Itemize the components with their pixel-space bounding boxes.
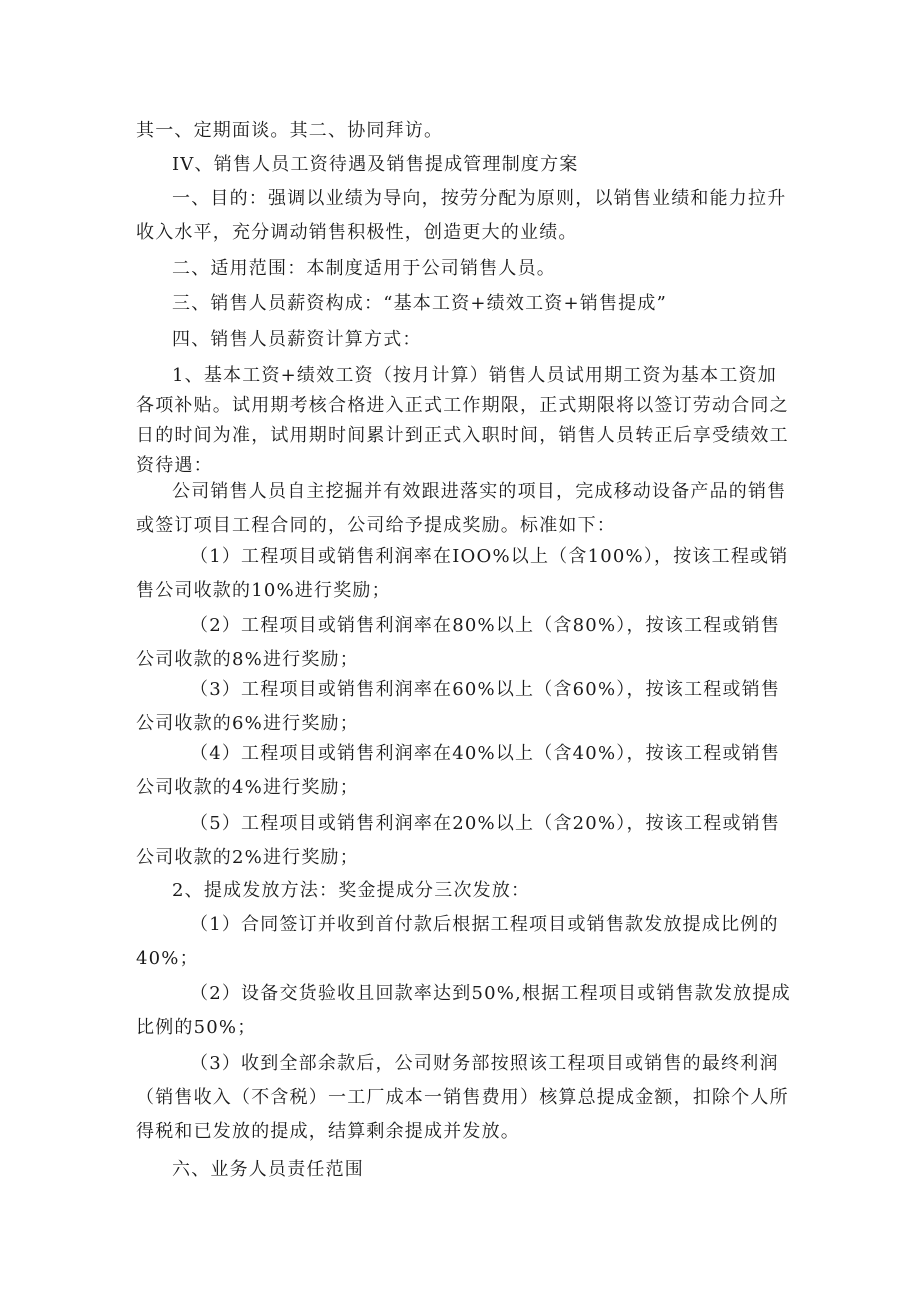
commission-rule-1: （1）工程项目或销售利润率在IOO%以上（含100%），按该工程或销售公司收款的10%进行奖励；	[136, 546, 789, 601]
paragraph-scope: 二、适用范围：本制度适用于公司销售人员。	[172, 258, 556, 279]
paragraph-commission-intro: 公司销售人员自主挖掘并有效跟进落实的项目，完成移动设备产品的销售或签订项目工程合同的，公司给予提成奖励。标准如下：	[136, 481, 787, 536]
paragraph-salary-calculation: 四、销售人员薪资计算方式：	[172, 329, 422, 350]
paragraph-base-salary: 1、基本工资+绩效工资（按月计算）销售人员试用期工资为基本工资加各项补贴。试用期考核合格进入正式工作期限，正式期限将以签订劳动合同之日的时间为准，试用期时间累计到正式入职时间，销售人员转正后享受绩效工资待遇：	[136, 365, 789, 476]
paragraph-regular-methods: 其一、定期面谈。其二、协同拜访。	[136, 120, 444, 141]
paragraph-salary-structure: 三、销售人员薪资构成：“基本工资+绩效工资+销售提成”	[172, 293, 667, 314]
paragraph-payment-method: 2、提成发放方法：奖金提成分三次发放：	[172, 880, 531, 901]
paragraph-purpose: 一、目的：强调以业绩为导向，按劳分配为原则，以销售业绩和能力拉升收入水平，充分调动销售积极性，创造更大的业绩。	[136, 188, 787, 243]
commission-rule-2: （2）工程项目或销售利润率在80%以上（含80%），按该工程或销售公司收款的8%进行奖励；	[136, 615, 781, 670]
section-title-salary-plan: IV、销售人员工资待遇及销售提成管理制度方案	[172, 154, 579, 175]
commission-rule-5: （5）工程项目或销售利润率在20%以上（含20%），按该工程或销售公司收款的2%进行奖励；	[136, 813, 781, 868]
section-title-responsibilities: 六、业务人员责任范围	[172, 1159, 364, 1180]
commission-rule-3: （3）工程项目或销售利润率在60%以上（含60%），按该工程或销售公司收款的6%进行奖励；	[136, 679, 781, 734]
commission-rule-4: （4）工程项目或销售利润率在40%以上（含40%），按该工程或销售公司收款的4%进行奖励；	[136, 743, 781, 798]
payment-step-3: （3）收到全部余款后，公司财务部按照该工程项目或销售的最终利润（销售收入（不含税）一工厂成本一销售费用）核算总提成金额，扣除个人所得税和已发放的提成，结算剩余提成并发放。	[136, 1053, 789, 1142]
payment-step-1: （1）合同签订并收到首付款后根据工程项目或销售款发放提成比例的40%；	[136, 914, 779, 969]
payment-step-2: （2）设备交货验收且回款率达到50%,根据工程项目或销售款发放提成比例的50%；	[136, 983, 791, 1038]
